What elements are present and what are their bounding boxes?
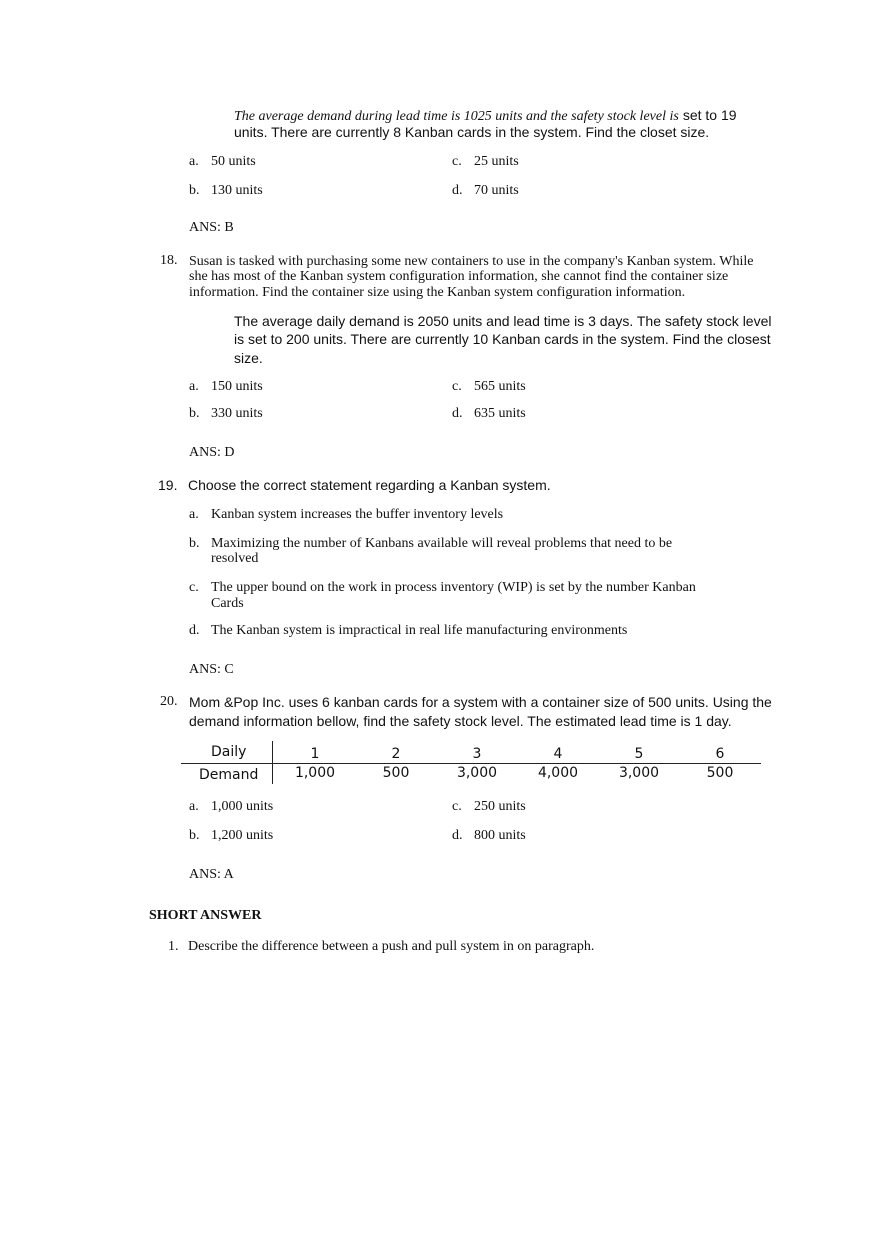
q17-option-c: 25 units	[474, 154, 519, 169]
q17-context-rest: set to 19	[682, 107, 737, 123]
q19-option-c: The upper bound on the work in process inventory (WIP) is set by the number Kanban	[211, 580, 696, 595]
table-row-label-daily: Daily	[211, 744, 247, 760]
table-day-cell: 5	[634, 746, 644, 762]
q17-option-b: 130 units	[211, 183, 263, 198]
q17-option-d: 70 units	[474, 183, 519, 198]
q19-option-b-letter: b.	[189, 536, 200, 551]
q17-option-c-letter: c.	[452, 154, 462, 169]
q18-option-a: 150 units	[211, 379, 263, 394]
table-divider-horizontal	[181, 763, 761, 764]
q20-option-b-letter: b.	[189, 828, 200, 843]
short-answer-item-number: 1.	[168, 939, 179, 954]
q20-option-b: 1,200 units	[211, 828, 274, 843]
q18-option-d: 635 units	[474, 406, 526, 421]
table-demand-cell: 3,000	[618, 765, 660, 781]
q19-option-b: Maximizing the number of Kanbans available will reveal problems that need to be	[211, 536, 673, 551]
q20-stem-line: demand information bellow, find the safety stock level. The estimated lead time is 1 day.	[189, 713, 732, 729]
q18-context-line: size.	[234, 350, 263, 366]
q19-option-d: The Kanban system is impractical in real life manufacturing environments	[211, 623, 628, 638]
q20-option-a-letter: a.	[189, 799, 199, 814]
table-demand-cell: 500	[706, 765, 734, 781]
q20-option-a: 1,000 units	[211, 799, 274, 814]
q18-context-line: The average daily demand is 2050 units and lead time is 3 days. The safety stock level	[234, 313, 772, 329]
table-demand-cell: 3,000	[456, 765, 498, 781]
q18-context-line: is set to 200 units. There are currently 10 Kanban cards in the system. Find the closest	[234, 331, 771, 347]
q19-answer: ANS: C	[189, 662, 234, 677]
q18-stem-line: information. Find the container size using the Kanban system configuration information.	[189, 285, 686, 300]
q17-context-line2: units. There are currently 8 Kanban cards in the system. Find the closet size.	[234, 124, 710, 140]
q19-option-b-cont: resolved	[211, 551, 259, 566]
q18-option-b-letter: b.	[189, 406, 200, 421]
short-answer-heading: SHORT ANSWER	[149, 908, 262, 923]
table-row-label-demand: Demand	[199, 767, 259, 783]
q20-option-c: 250 units	[474, 799, 526, 814]
table-demand-cell: 1,000	[294, 765, 336, 781]
q18-option-c: 565 units	[474, 379, 526, 394]
q20-option-c-letter: c.	[452, 799, 462, 814]
table-day-cell: 1	[310, 746, 320, 762]
q18-stem-line: she has most of the Kanban system configuration information, she cannot find the container size	[189, 269, 729, 284]
q18-option-a-letter: a.	[189, 379, 199, 394]
q19-option-c-cont: Cards	[211, 596, 244, 611]
q17-context-italic: The average demand during lead time is 1025 units and the safety stock level is	[234, 109, 679, 124]
q19-option-d-letter: d.	[189, 623, 200, 638]
q18-option-c-letter: c.	[452, 379, 462, 394]
q19-option-c-letter: c.	[189, 580, 199, 595]
q20-option-d-letter: d.	[452, 828, 463, 843]
q20-option-d: 800 units	[474, 828, 526, 843]
q18-option-d-letter: d.	[452, 406, 463, 421]
q18-option-b: 330 units	[211, 406, 263, 421]
table-day-cell: 3	[472, 746, 482, 762]
q18-number: 18.	[160, 253, 178, 268]
q18-answer: ANS: D	[189, 445, 235, 460]
table-day-cell: 4	[553, 746, 563, 762]
q17-option-b-letter: b.	[189, 183, 200, 198]
table-demand-cell: 500	[382, 765, 410, 781]
q19-number: 19.	[158, 477, 178, 493]
q19-stem: Choose the correct statement regarding a Kanban system.	[188, 477, 551, 493]
table-day-cell: 2	[391, 746, 401, 762]
q19-option-a-letter: a.	[189, 507, 199, 522]
q20-answer: ANS: A	[189, 867, 234, 882]
q17-option-d-letter: d.	[452, 183, 463, 198]
q20-stem-line: Mom &Pop Inc. uses 6 kanban cards for a system with a container size of 500 units. Using the	[189, 694, 772, 710]
q18-stem-line: Susan is tasked with purchasing some new containers to use in the company's Kanban system. While	[189, 254, 754, 269]
q17-option-a: 50 units	[211, 154, 256, 169]
q19-option-a: Kanban system increases the buffer inventory levels	[211, 507, 504, 522]
table-demand-cell: 4,000	[537, 765, 579, 781]
q17-answer: ANS: B	[189, 220, 234, 235]
table-day-cell: 6	[715, 746, 725, 762]
short-answer-item-text: Describe the difference between a push and pull system in on paragraph.	[188, 939, 595, 954]
q17-option-a-letter: a.	[189, 154, 199, 169]
q20-number: 20.	[160, 694, 178, 709]
